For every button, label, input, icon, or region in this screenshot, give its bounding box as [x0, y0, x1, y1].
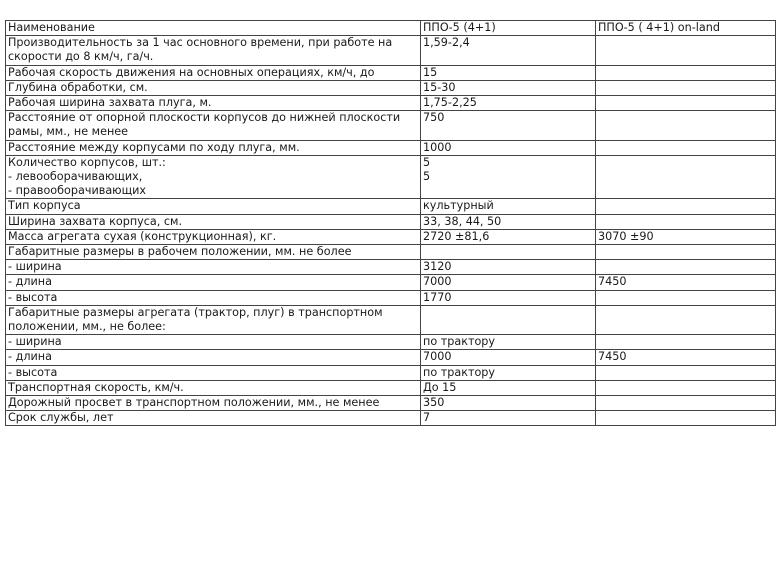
row-label: - высота [6, 290, 421, 305]
row-label: Глубина обработки, см. [6, 80, 421, 95]
table-row [6, 80, 776, 95]
row-value-2 [596, 111, 776, 140]
row-label: - ширина [6, 335, 421, 350]
row-value-2: 7450 [596, 275, 776, 290]
row-value-2 [596, 260, 776, 275]
header-model-1: ППО-5 (4+1) [421, 21, 596, 36]
row-label: Рабочая скорость движения на основных операциях, км/ч, до [6, 65, 421, 80]
row-value: 1000 [421, 140, 596, 155]
row-value: 1,59-2,4 [421, 36, 596, 65]
row-value-2 [596, 65, 776, 80]
row-value: 1,75-2,25 [421, 96, 596, 111]
table-row [6, 155, 776, 199]
row-label: Дорожный просвет в транспортном положении, мм., не менее [6, 396, 421, 411]
table-row [6, 229, 776, 244]
row-value-2 [596, 214, 776, 229]
row-value-2 [596, 245, 776, 260]
table-row [6, 396, 776, 411]
table-row [6, 245, 776, 260]
row-value-2 [596, 305, 776, 334]
row-label: Габаритные размеры в рабочем положении, мм. не более [6, 245, 421, 260]
row-value: по трактору [421, 335, 596, 350]
row-label: Масса агрегата сухая (конструкционная), кг. [6, 229, 421, 244]
table-row [6, 290, 776, 305]
row-value: До 15 [421, 380, 596, 395]
table-row [6, 335, 776, 350]
table-row [6, 260, 776, 275]
row-label: - длина [6, 350, 421, 365]
row-value: 15 [421, 65, 596, 80]
row-value-2 [596, 365, 776, 380]
row-value-2 [596, 380, 776, 395]
row-label: Ширина захвата корпуса, см. [6, 214, 421, 229]
row-label: Производительность за 1 час основного времени, при работе на скорости до 8 км/ч, га/ч. [6, 36, 421, 65]
row-label: - высота [6, 365, 421, 380]
row-value-2 [596, 411, 776, 426]
row-value-2 [596, 290, 776, 305]
table-row [6, 411, 776, 426]
row-value-2: 7450 [596, 350, 776, 365]
row-value: 1770 [421, 290, 596, 305]
row-label-line: - правооборачивающих [8, 184, 147, 198]
table-row [6, 305, 776, 334]
table-row [6, 140, 776, 155]
row-value: 2720 ±81,6 [421, 229, 596, 244]
row-value: 33, 38, 44, 50 [421, 214, 596, 229]
row-label: Транспортная скорость, км/ч. [6, 380, 421, 395]
row-value-2 [596, 155, 776, 199]
row-label-line: - левооборачивающих, [8, 170, 143, 184]
row-label: Рабочая ширина захвата плуга, м. [6, 96, 421, 111]
table-row [6, 365, 776, 380]
row-label: Габаритные размеры агрегата (трактор, плуг) в транспортном положении, мм., не более: [6, 305, 421, 334]
header-name: Наименование [6, 21, 421, 36]
row-value [421, 305, 596, 334]
row-value [421, 155, 596, 199]
table-header-row [6, 21, 776, 36]
row-value: 15-30 [421, 80, 596, 95]
row-value-2 [596, 140, 776, 155]
table-row [6, 275, 776, 290]
row-value: 750 [421, 111, 596, 140]
row-value: 7000 [421, 275, 596, 290]
table-row [6, 36, 776, 65]
row-label [6, 155, 421, 199]
row-value-line: 5 [423, 155, 431, 169]
row-value-line: 5 [423, 170, 431, 184]
row-value: культурный [421, 199, 596, 214]
row-value: 7 [421, 411, 596, 426]
table-row [6, 96, 776, 111]
table-row [6, 350, 776, 365]
row-label: Срок службы, лет [6, 411, 421, 426]
table-row [6, 65, 776, 80]
row-label: - ширина [6, 260, 421, 275]
table-row [6, 214, 776, 229]
spec-table [5, 20, 776, 426]
row-label: - длина [6, 275, 421, 290]
row-value-2 [596, 396, 776, 411]
table-row [6, 380, 776, 395]
row-value-2 [596, 335, 776, 350]
row-value-2 [596, 36, 776, 65]
row-label: Тип корпуса [6, 199, 421, 214]
row-value-2 [596, 96, 776, 111]
row-value: 3120 [421, 260, 596, 275]
row-value: по трактору [421, 365, 596, 380]
row-value-2 [596, 199, 776, 214]
table-row [6, 199, 776, 214]
row-label: Расстояние между корпусами по ходу плуга, мм. [6, 140, 421, 155]
row-label: Расстояние от опорной плоскости корпусов до нижней плоскости рамы, мм., не менее [6, 111, 421, 140]
row-value-2 [596, 80, 776, 95]
table-row [6, 111, 776, 140]
header-model-2: ППО-5 ( 4+1) on-land [596, 21, 776, 36]
row-value: 7000 [421, 350, 596, 365]
row-label-line: Количество корпусов, шт.: [8, 155, 166, 169]
row-value: 350 [421, 396, 596, 411]
row-value [421, 245, 596, 260]
row-value-2: 3070 ±90 [596, 229, 776, 244]
